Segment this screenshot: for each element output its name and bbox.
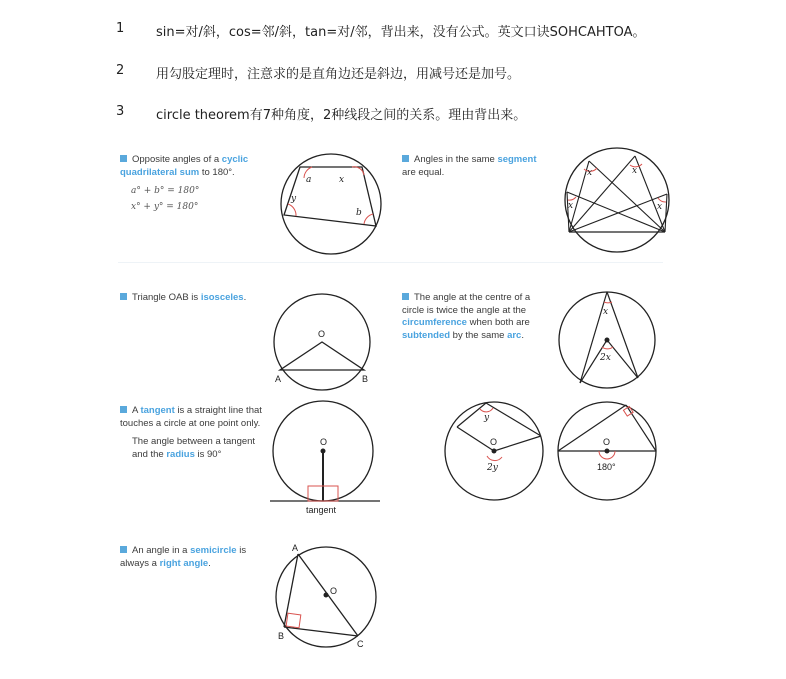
centre-180-diagram	[554, 400, 660, 504]
circle	[281, 154, 381, 254]
tangent-diagram	[268, 402, 384, 518]
angle-arc	[604, 302, 612, 303]
label-y: y	[291, 194, 297, 204]
label-c: C	[357, 639, 364, 649]
label-b: b	[356, 208, 362, 218]
label-2x: 2x	[600, 353, 611, 363]
label-a: A	[275, 374, 282, 384]
quadrilateral	[284, 167, 376, 226]
note-number: 3	[116, 104, 125, 119]
bullet-icon	[402, 293, 409, 300]
label-o: O	[603, 437, 611, 447]
cyclic-quadrilateral-text: Opposite angles of a cyclic quadrilateral sum to 180°. a° + b° = 180° x° + y° = 180°	[120, 154, 270, 215]
note-3	[0, 104, 786, 128]
same-segment-diagram	[561, 147, 673, 253]
label-x: x	[339, 175, 345, 185]
angle-arc	[480, 408, 493, 412]
bullet-icon	[402, 155, 409, 162]
isosceles-text: Triangle OAB is isosceles.	[120, 292, 270, 305]
bullet-icon	[120, 293, 127, 300]
cyclic-quadrilateral-diagram	[276, 151, 386, 257]
formula-ab: a° + b° = 180°	[131, 186, 200, 196]
label-o: O	[320, 437, 328, 447]
note-number: 2	[116, 63, 125, 78]
angle-arc	[288, 204, 296, 216]
label-o: O	[330, 586, 338, 596]
label-o: O	[318, 329, 326, 339]
note-text: sin=对/斜，cos=邻/斜，tan=对/邻，背出来，没有公式。英文口诀SOHCAHTOA。	[156, 25, 646, 40]
bullet-icon	[120, 155, 127, 162]
label-b: B	[278, 631, 285, 641]
label-x: x	[603, 307, 609, 317]
label-a: a	[306, 175, 312, 185]
formula-xy: x° + y° = 180°	[131, 202, 199, 212]
triangle-oab	[280, 342, 364, 370]
note-2	[0, 63, 786, 87]
tangent-text: A tangent is a straight line that touches a circle at one point only. The angle between a tangent and the radius is 90°	[120, 405, 262, 460]
label-x: x	[657, 202, 663, 212]
note-number: 1	[116, 21, 125, 36]
semicircle-text: An angle in a semicircle is always a right angle.	[120, 545, 247, 569]
divider	[118, 262, 663, 263]
angle-arc	[602, 347, 613, 349]
label-o: O	[490, 437, 498, 447]
note-text: circle theorem有7种角度，2种线段之间的关系。理由背出来。	[156, 108, 527, 123]
angle-arc	[364, 214, 373, 224]
same-segment-text: Angles in the same segment are equal.	[402, 154, 537, 178]
angle-arc	[568, 197, 576, 200]
bullet-icon	[120, 546, 127, 553]
semicircle-diagram	[270, 540, 390, 655]
circle	[565, 148, 669, 252]
label-b: B	[362, 374, 369, 384]
note-1	[0, 21, 786, 45]
angle-at-centre-text: The angle at the centre of a circle is twice the angle at the circumference when both are subtended by the same arc.	[402, 292, 531, 341]
label-180: 180°	[597, 462, 616, 472]
isosceles-diagram	[270, 291, 380, 391]
label-x: x	[632, 166, 638, 176]
centre-2y-diagram	[444, 400, 550, 504]
angle-at-centre-diagram	[552, 290, 662, 390]
label-a: A	[292, 543, 299, 553]
label-x: x	[587, 168, 593, 178]
label-x: x	[568, 201, 574, 211]
note-text: 用勾股定理时，注意求的是直角边还是斜边，用减号还是加号。	[156, 67, 521, 82]
label-tangent: tangent	[306, 505, 337, 515]
label-y: y	[484, 413, 490, 423]
angle-arc	[487, 456, 502, 461]
label-2y: 2y	[487, 463, 498, 473]
bullet-icon	[120, 406, 127, 413]
right-angle-marker	[286, 613, 301, 628]
